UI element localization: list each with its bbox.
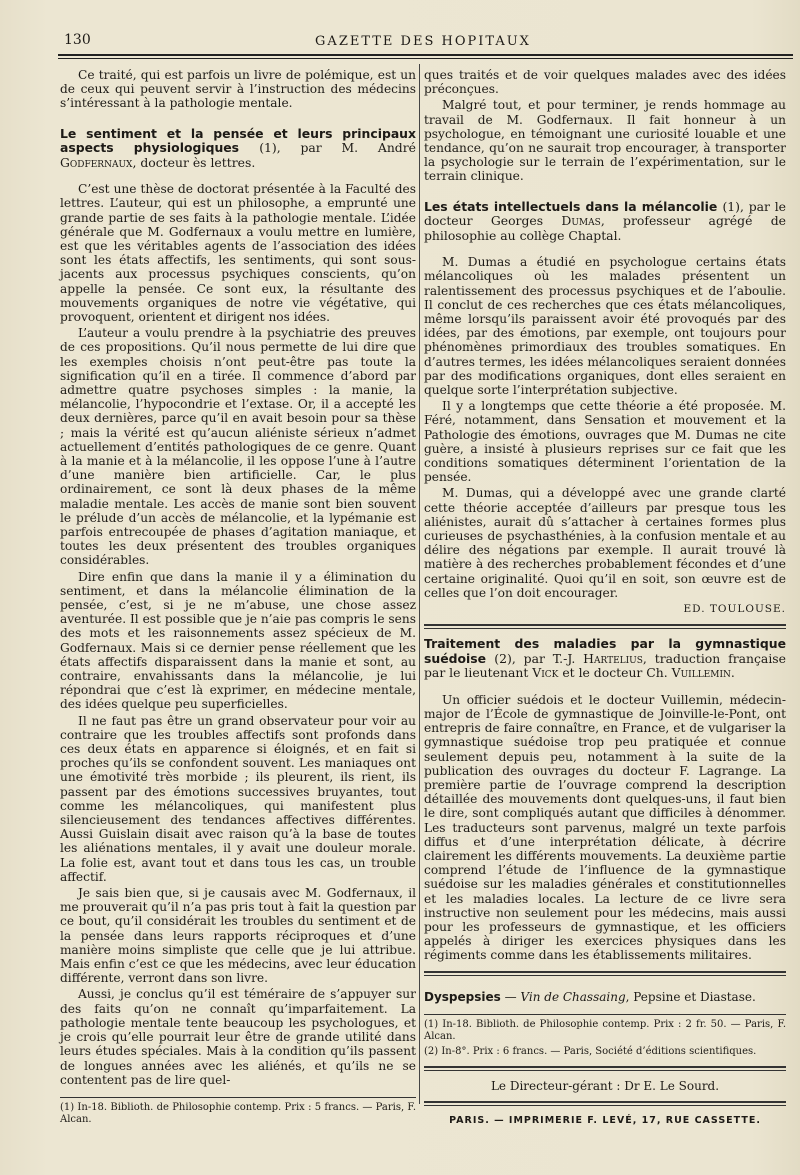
author-between: et le docteur Ch.	[558, 665, 668, 681]
body-paragraph: Il y a longtemps que cette théorie a été proposée. M. Féré, notamment, dans Sensation et mouvement et la Pathologie des émotions, ouvrages que M. Dumas ne cite guère, a insisté à plusieurs reprises sur ce fait que les conditions somatiques déterminent l’orientation de la pensée.	[424, 399, 786, 485]
author-name: Hartelius	[583, 650, 643, 666]
header-rule	[58, 54, 793, 59]
section-rule	[424, 624, 786, 629]
footnote-ref: (1)	[259, 140, 277, 156]
advertisement-line	[424, 990, 786, 1004]
article-heading-godfernaux	[60, 127, 416, 171]
article-heading-dumas	[424, 200, 786, 244]
column-divider	[419, 64, 420, 1104]
intro-paragraph: Ce traité, qui est parfois un livre de polémique, est un de ceux qui peuvent servir à l’instruction des médecins s’intéressant à la pathologie mentale.	[60, 68, 416, 111]
right-column	[424, 68, 786, 1129]
footnote-rule	[60, 1097, 416, 1098]
body-paragraph: M. Dumas a étudié en psychologue certains états mélancoliques où les malades présentent un ralentissement des processus psychiques et de l’aboulie. Il conclut de ces recherches que ces états mélancoliques, même lorsqu’ils paraissent avoir été provoqués par des idées, par des émotions, par exemple, ont toujours pour phénomènes primordiaux des troubles somatiques. En d’autres termes, les idées mélancoliques seraient données par des modifications organiques, dont elles seraient en quelque sorte l’interprétation subjective.	[424, 255, 786, 397]
translator-name: Vick	[532, 665, 559, 681]
footnote-rule	[424, 1014, 786, 1015]
page-number: 130	[64, 32, 91, 48]
translator-name: Vuillemin	[671, 665, 731, 681]
directeur-gerant: Le Directeur-gérant : Dr E. Le Sourd.	[490, 1079, 720, 1094]
body-paragraph: Il ne faut pas être un grand observateur pour voir au contraire que les troubles affectifs sont profonds dans ces deux états en apparence si éloignés, et en fait si proches qu’ils se confondent souvent. Les maniaques ont une émotivité très morbide ; ils pleurent, ils rient, ils passent par des émotions successives bruyantes, tout comme les mélancoliques, qui manifestent plus silencieusement des tendances affectives différentes. Aussi Guislain disait avec raison qu’à la base de toutes les aliénations mentales, il y avait une douleur morale. La folie est, avant tout et dans tous les cas, un trouble affectif.	[60, 713, 416, 884]
section-rule	[424, 971, 786, 976]
body-paragraph: M. Dumas, qui a développé avec une grande clarté cette théorie acceptée d’ailleurs par presque tous les aliénistes, aurait dû s’attacher à certaines formes plus curieuses de psychasthénies, à la confusion mentale et au délire des négations par exemple. Il aurait trouvé là matière à des recherches probablement fécondes et d’une certaine originalité. Quoi qu’il en soit, son œuvre est de celles que l’on doit encourager.	[424, 486, 786, 600]
ad-italic: Vin de Chassaing	[520, 989, 626, 1004]
article-heading-hartelius: Traitement des maladies par la gymnastique suédoise (2), par T.-J. Hartelius, traduction française par le lieutenant Vick et le docteur Ch. Vuillemin.	[424, 636, 786, 681]
author-middle: , traduction française par le lieutenant	[424, 650, 786, 681]
body-paragraph: Un officier suédois et le docteur Vuillemin, médecin-major de l’École de gymnastique de Joinville-le-Pont, ont entrepris de faire connaître, en France, et de vulgariser la gymnastique suédoise trop peu pratiquée et connue seulement depuis peu, notamment à la suite de la publication des ouvrages du docteur F. Lagrange. La première partie de l’ouvrage comprend la description détaillée des mouvements dont quelques-uns, il faut bien le dire, sont compliqués autant que difficiles à dénommer. Les traducteurs sont parvenus, malgré un texte parfois diffus et d’une interprétation délicate, à décrire clairement les différents mouvements. La deuxième partie comprend l’étude de l’influence de la gymnastique suédoise sur les maladies générales et constitutionnelles et les maladies locales. La lecture de ce livre sera instructive non seulement pour les médecins, mais aussi pour les professeurs de gymnastique, et les officiers appelés à diriger les exercices physiques dans les régiments comme dans les établissements militaires.	[424, 692, 786, 963]
body-paragraph: L’auteur a voulu prendre à la psychiatrie des preuves de ces propositions. Qu’il nous permette de lui dire que les exemples choisis n’ont peut-être pas toute la signification qu’il en a tirée. Il commence d’abord par admettre quatre psychoses simples : la manie, la mélancolie, l’hypocondrie et l’extase. Or, il a accepté les deux dernières, parce qu’il en avait besoin pour sa thèse ; mais la vérité est qu’aucun aliéniste sérieux n’admet actuellement d’entités pathologiques de ce genre. Quant à la manie et à la mélancolie, il les oppose l’une à l’autre d’une manière bien artificielle. Car, le plus ordinairement, ce sont là deux phases de la même maladie mentale. Les accès de manie sont bien souvent le prélude d’un accès de mélancolie, et la lypémanie est parfois entrecoupée de phases d’agitation maniaque, et toutes les deux présentent des troubles organiques considérables.	[60, 326, 416, 568]
author-suffix: , docteur ès lettres.	[132, 154, 256, 170]
author-prefix: , par M. André	[276, 140, 416, 156]
footnote-ref: (2)	[494, 650, 512, 666]
ad-dash: —	[500, 989, 521, 1004]
closing-paragraph: Malgré tout, et pour terminer, je rends hommage au travail de M. Godfernaux. Il fait honneur à un psychologue, en témoignant une curiosité louable et une tendance, qu’on ne saurait trop encourager, à transporter la psychologie sur le terrain de l’expérimentation, sur le terrain clinique.	[424, 98, 786, 184]
footnote: (1) In-18. Biblioth. de Philosophie contemp. Prix : 5 francs. — Paris, F. Alcan.	[60, 1101, 416, 1126]
continued-paragraph: ques traités et de voir quelques malades avec des idées préconçues.	[424, 68, 786, 97]
section-rule	[424, 1101, 786, 1106]
article-title: Traitement des maladies par la gymnastique suédoise	[424, 636, 786, 666]
body-paragraph: Aussi, je conclus qu’il est téméraire de s’appuyer sur des faits qu’on ne connaît qu’imparfaitement. La pathologie mentale tente beaucoup les psychologues, et je crois qu’elle pourrait leur être de grande utilité dans leurs études spéciales. Mais à la condition qu’ils passent de longues années avec les aliénés, et qu’ils ne se contentent pas de lire quel-	[60, 987, 416, 1087]
left-column	[60, 68, 416, 1129]
article-signature: ED. TOULOUSE.	[683, 603, 786, 615]
author-prefix: , par T.-J.	[511, 650, 576, 666]
article-title: Les états intellectuels dans la mélancolie	[424, 198, 718, 214]
journal-title: GAZETTE DES HOPITAUX	[315, 34, 531, 49]
body-paragraph: C’est une thèse de doctorat présentée à la Faculté des lettres. L’auteur, qui est un philosophe, a emprunté une grande partie de ses faits à la pathologie mentale. L’idée générale que M. Godfernaux a voulu mettre en lumière, est que les véritables agents de l’association des idées sont les états affectifs, les sentiments, qui sont sous-jacents aux processus psychiques conscients, qu’on appelle la pensée. Ce sont eux, la résultante des mouvements organiques de notre vie végétative, qui provoquent, orientent et dirigent nos idées.	[60, 182, 416, 324]
footnote: (2) In-8°. Prix : 6 francs. — Paris, Société d’éditions scientifiques.	[424, 1045, 757, 1057]
author-prefix: , par le docteur Georges	[424, 198, 786, 229]
footnote-ref: (1)	[722, 198, 740, 214]
body-paragraph: Je sais bien que, si je causais avec M. Godfernaux, il me prouverait qu’il n’a pas pris tout à fait la question par ce bout, qu’il considérait les troubles du sentiment et de la pensée dans leurs rapports réciproques et d’une manière moins simpliste que celle que je lui attribue. Mais enfin c’est ce que les médecins, avec leur éducation différente, verront dans son livre.	[60, 886, 416, 986]
author-name: Godfernaux	[60, 154, 133, 170]
section-rule	[424, 1066, 786, 1071]
ad-bold: Dyspepsies	[424, 989, 501, 1004]
body-paragraph: Dire enfin que dans la manie il y a élimination du sentiment, et dans la mélancolie élimination de la pensée, c’est, si je ne m’abuse, une chose assez aventurée. Il est possible que je n’aie pas compris le sens des mots et les raisonnements assez spécieux de M. Godfernaux. Mais si ce dernier pense réellement que les états affectifs disparaissent dans la manie et sont, au contraire, envahissants dans la mélancolie, je lui répondrai que c’est là exprimer, en médecine mentale, des idées quelque peu superficielles.	[60, 569, 416, 712]
author-name: Dumas	[561, 213, 601, 229]
printer-line: PARIS. — IMPRIMERIE F. LEVÉ, 17, RUE CASSETTE.	[449, 1115, 761, 1127]
author-suffix: , professeur agrégé de philosophie au collège Chaptal.	[424, 213, 786, 243]
page-header	[58, 28, 788, 52]
ad-rest: , Pepsine et Diastase.	[625, 989, 756, 1004]
footnote: (1) In-18. Biblioth. de Philosophie contemp. Prix : 2 fr. 50. — Paris, F. Alcan.	[424, 1018, 786, 1043]
article-title: Le sentiment et la pensée et leurs principaux aspects physiologiques	[60, 125, 416, 156]
